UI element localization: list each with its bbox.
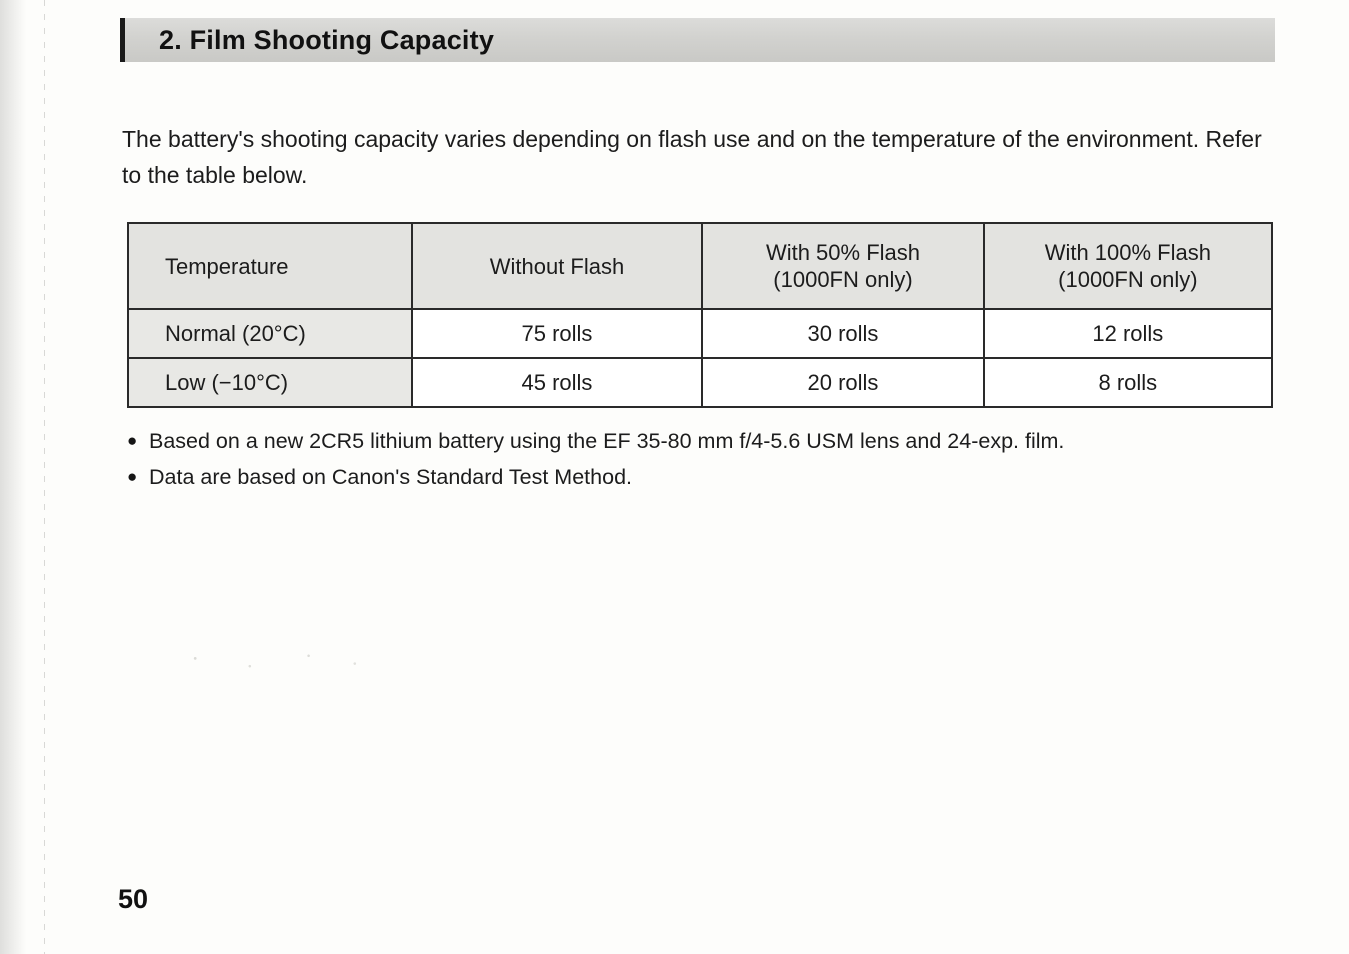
list-item — [127, 425, 1292, 457]
column-header-flash-50-line2: (1000FN only) — [773, 267, 913, 292]
table-row — [128, 309, 1272, 358]
list-item — [127, 461, 1292, 493]
cell-low-flash-100: 8 rolls — [984, 358, 1272, 407]
cell-low-flash-50: 20 rolls — [702, 358, 983, 407]
column-header-without-flash-line1: Without Flash — [489, 253, 625, 279]
table-row — [128, 358, 1272, 407]
section-header — [120, 18, 1275, 62]
column-header-flash-100 — [984, 223, 1272, 309]
cell-low-without-flash: 45 rolls — [412, 358, 703, 407]
bullet-icon: ● — [127, 431, 138, 450]
scan-edge-dotted-line — [44, 0, 45, 954]
page-title: 2. Film Shooting Capacity — [159, 24, 495, 55]
cell-normal-without-flash: 75 rolls — [412, 309, 703, 358]
cell-normal-flash-50: 30 rolls — [702, 309, 983, 358]
bullet-icon: ● — [127, 467, 138, 486]
column-header-flash-50-line1: With 50% Flash — [765, 240, 920, 265]
note-text: Based on a new 2CR5 lithium battery using the EF 35-80 mm f/4-5.6 USM lens and 24-exp. film. — [149, 429, 1065, 453]
scan-speckle — [170, 648, 380, 674]
column-header-flash-100-line1: With 100% Flash — [1044, 240, 1211, 265]
scan-edge-shadow — [0, 0, 26, 954]
cell-normal-flash-100: 12 rolls — [984, 309, 1272, 358]
column-header-temperature — [128, 223, 412, 309]
page-number: 50 — [118, 884, 149, 914]
note-text: Data are based on Canon's Standard Test Method. — [149, 465, 632, 489]
column-header-flash-50 — [702, 223, 983, 309]
notes-list — [127, 425, 1292, 497]
column-header-temperature-line1: Temperature — [165, 253, 289, 279]
table-header-row — [128, 223, 1272, 309]
cell-temperature-low: Low (−10°C) — [128, 358, 412, 407]
cell-temperature-normal: Normal (20°C) — [128, 309, 412, 358]
capacity-table — [127, 222, 1273, 408]
column-header-flash-100-line2: (1000FN only) — [1058, 267, 1198, 292]
column-header-without-flash — [412, 223, 703, 309]
intro-paragraph: The battery's shooting capacity varies depending on flash use and on the temperature of the environment. Refer to the table below. — [122, 126, 1262, 188]
